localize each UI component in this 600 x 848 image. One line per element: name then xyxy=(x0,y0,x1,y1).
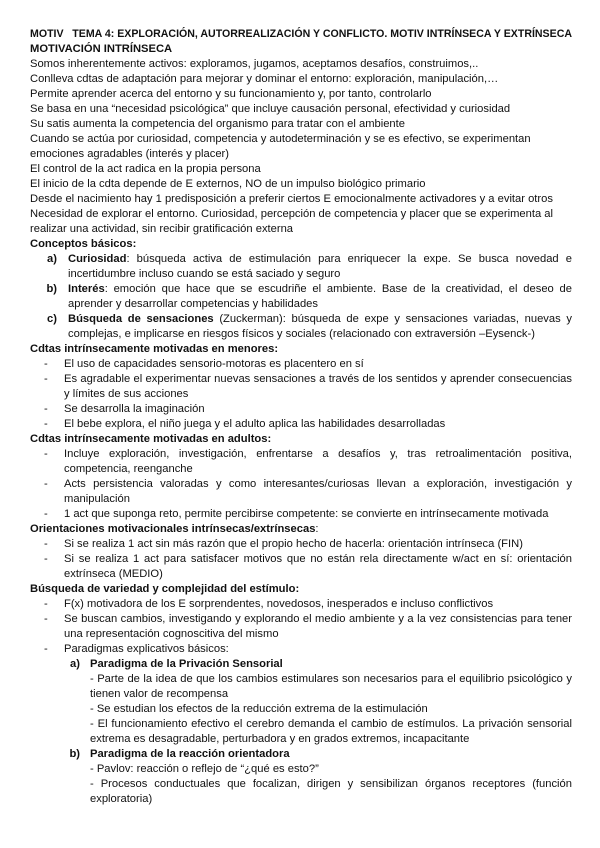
intro-line: El control de la act radica en la propia persona xyxy=(30,163,261,175)
intro-block xyxy=(30,57,572,237)
paradigma-body xyxy=(90,672,572,747)
paradigma-line: - Se estudian los efectos de la reducción extrema de la estimulación xyxy=(90,703,428,715)
intro-line: El inicio de la cdta depende de E externos, NO de un impulso biológico primario xyxy=(30,178,426,190)
header-subject: MOTIV xyxy=(30,28,64,40)
list-item: - Incluye exploración, investigación, enfrentarse a desafíos y, tras retroalimentación positiva, competencia, reenganche xyxy=(44,448,572,475)
intro-line: Se basa en una “necesidad psicológica” que incluye causación personal, efectividad y curiosidad xyxy=(30,103,511,115)
list-item xyxy=(30,252,572,282)
list-item: - Paradigmas explicativos básicos: xyxy=(44,643,229,655)
intro-line: Permite aprender acerca del entorno y su funcionamiento y, por tanto, controlarlo xyxy=(30,88,432,100)
busqueda-list xyxy=(30,597,572,657)
list-item xyxy=(30,282,572,312)
concept-term: Búsqueda de sensaciones xyxy=(68,313,214,325)
paradigma-line: - Parte de la idea de que los cambios estimulares son necesarios para el equilibrio psicológico y tienen valor de recompensa xyxy=(90,673,572,700)
intro-line: Conlleva cdtas de adaptación para mejorar y dominar el entorno: exploración, manipulación,… xyxy=(30,73,499,85)
adultos-heading: Cdtas intrínsecamente motivadas en adultos: xyxy=(30,433,272,445)
list-item xyxy=(64,747,572,762)
list-marker: a) xyxy=(47,253,57,265)
concept-term: Curiosidad xyxy=(68,253,127,265)
intro-line: Desde el nacimiento hay 1 predisposición a preferir ciertos E emocionalmente activadores y a evitar otros xyxy=(30,193,553,205)
conceptos-list xyxy=(30,252,572,342)
conceptos-heading: Conceptos básicos: xyxy=(30,238,137,250)
list-item: - Si se realiza 1 act para satisfacer motivos que no están rela directamente w/act en sí: orientación extrínseca (MEDIO) xyxy=(44,553,572,580)
list-item: - Si se realiza 1 act sin más razón que el propio hecho de hacerla: orientación intrínseca (FIN) xyxy=(44,538,523,550)
paradigma-line: - Procesos conductuales que focalizan, dirigen y sensibilizan órganos receptores (función exploratoria) xyxy=(90,778,572,805)
list-marker: b) xyxy=(69,748,80,760)
menores-heading: Cdtas intrínsecamente motivadas en menores: xyxy=(30,343,279,355)
list-marker: a) xyxy=(70,658,80,670)
list-item: - Se desarrolla la imaginación xyxy=(44,403,205,415)
paradigma-title: Paradigma de la Privación Sensorial xyxy=(90,658,283,670)
paradigma-a xyxy=(64,657,572,672)
intro-line: Cuando se actúa por curiosidad, competencia y autodeterminación y se es efectivo, se experimentan emociones agradables (interés y placer) xyxy=(30,133,531,160)
paradigma-b xyxy=(64,747,572,762)
section-title: MOTIVACIÓN INTRÍNSECA xyxy=(30,43,173,55)
adultos-list xyxy=(30,447,572,522)
concept-text: (Zuckerman): búsqueda de expe y sensaciones variadas, nuevas y complejas, e implicarse en riesgos físicos y sociales (relacionado con extraversión –Eysenck-) xyxy=(68,313,572,340)
concept-text: : emoción que hace que se escudriñe el ambiente. Base de la creatividad, el deseo de aprender y desarrollar competencias y habilidades xyxy=(68,283,572,310)
paradigmas-block xyxy=(64,657,572,807)
paradigma-title: Paradigma de la reacción orientadora xyxy=(90,748,290,760)
paradigma-line: - Pavlov: reacción o reflejo de “¿qué es esto?” xyxy=(90,763,319,775)
list-item: - Acts persistencia valoradas y como interesantes/curiosas llevan a exploración, investigación y manipulación xyxy=(44,478,572,505)
busqueda-heading: Búsqueda de variedad y complejidad del estímulo: xyxy=(30,583,300,595)
concept-term: Interés xyxy=(68,283,105,295)
list-marker: c) xyxy=(47,313,57,325)
orientaciones-heading: Orientaciones motivacionales intrínsecas/extrínsecas: xyxy=(30,523,319,535)
list-item: - El bebe explora, el niño juega y el adulto aplica las habilidades desarrolladas xyxy=(44,418,446,430)
list-item: - 1 act que suponga reto, permite percibirse competente: se convierte en intrínsecamente motivada xyxy=(44,508,549,520)
list-item: - Se buscan cambios, investigando y explorando el medio ambiente y a la vez consistencias para tener una representación cognoscitiva del mismo xyxy=(44,613,572,640)
paradigma-line: - El funcionamiento efectivo el cerebro demanda el cambio de estímulos. La privación sensorial extrema es desagradable, perturbadora y en grados extremos, incapacitante xyxy=(90,718,572,745)
list-item: - El uso de capacidades sensorio-motoras es placentero en sí xyxy=(44,358,364,370)
intro-line: Somos inherentemente activos: exploramos, jugamos, aceptamos desafíos, construimos,.. xyxy=(30,58,479,70)
paradigma-body xyxy=(90,762,572,807)
page-header xyxy=(30,27,572,42)
menores-list xyxy=(30,357,572,432)
list-item xyxy=(64,657,572,672)
intro-line: Necesidad de explorar el entorno. Curiosidad, percepción de competencia y placer que se experimenta al realizar una actividad, sin recibir gratificación externa xyxy=(30,208,554,235)
list-item: - Es agradable el experimentar nuevas sensaciones a través de los sentidos y aprender consecuencias y límites de sus acciones xyxy=(44,373,572,400)
orientaciones-list xyxy=(30,537,572,582)
intro-line: Su satis aumenta la competencia del organismo para tratar con el ambiente xyxy=(30,118,405,130)
list-marker: b) xyxy=(46,283,57,295)
list-item xyxy=(30,312,572,342)
header-topic: TEMA 4: EXPLORACIÓN, AUTORREALIZACIÓN Y CONFLICTO. MOTIV INTRÍNSECA Y EXTRÍNSECA xyxy=(72,28,572,40)
list-item: - F(x) motivadora de los E sorprendentes, novedosos, inesperados e incluso conflictivos xyxy=(44,598,494,610)
concept-text: : búsqueda activa de estimulación para enriquecer la expe. Se busca novedad e incertidumbre incluso cuando se está saciado y seguro xyxy=(68,253,572,280)
